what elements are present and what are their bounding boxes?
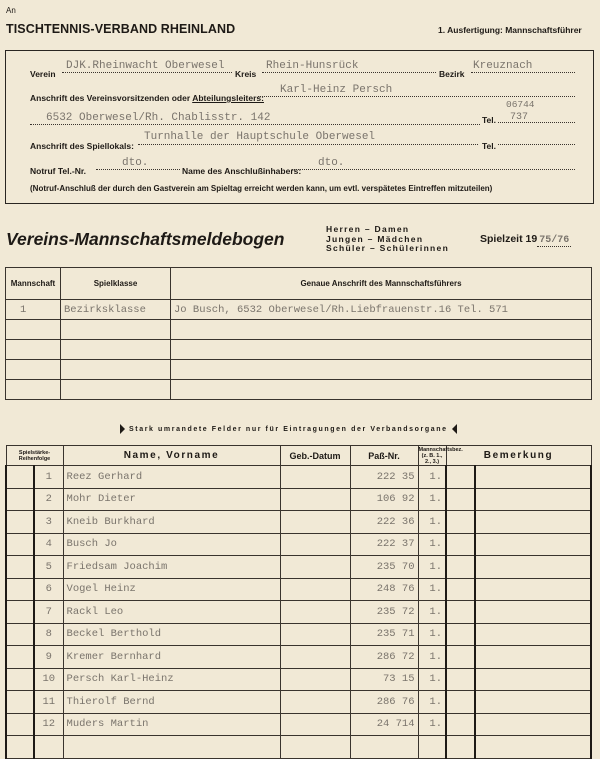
venue-field[interactable] xyxy=(138,133,478,145)
player-row xyxy=(6,578,591,601)
pass-number-cell[interactable]: 73 15 xyxy=(350,668,418,691)
rank-number-cell[interactable]: 9 xyxy=(34,646,63,669)
remark-cell[interactable] xyxy=(475,511,591,534)
team-row xyxy=(6,320,592,340)
verein-label: Verein xyxy=(30,69,56,79)
league-cell[interactable] xyxy=(61,360,171,380)
team-row xyxy=(6,360,592,380)
rank-number-cell[interactable]: 7 xyxy=(34,601,63,624)
bezirk-value: Kreuznach xyxy=(473,60,533,72)
team-table xyxy=(5,267,592,400)
official-check-cell[interactable] xyxy=(446,691,475,714)
birth-date-cell[interactable] xyxy=(280,646,350,669)
player-row xyxy=(6,556,591,579)
pass-number-cell[interactable]: 286 76 xyxy=(350,691,418,714)
team-designation-cell[interactable]: 1. xyxy=(418,601,446,624)
rank-number-cell[interactable]: 6 xyxy=(34,578,63,601)
player-row xyxy=(6,488,591,511)
category-line: Jungen – Mädchen xyxy=(326,233,424,244)
header-name: Name, Vorname xyxy=(63,446,280,466)
pass-number-cell[interactable]: 235 71 xyxy=(350,623,418,646)
header-spielklasse: Spielklasse xyxy=(61,268,171,300)
team-number-cell[interactable] xyxy=(6,320,61,340)
chair-tel-number: 737 xyxy=(510,112,529,123)
remark-cell[interactable] xyxy=(475,488,591,511)
birth-date-cell[interactable] xyxy=(280,466,350,489)
official-rank-cell[interactable] xyxy=(6,511,34,534)
team-table-header xyxy=(6,268,592,300)
player-name-cell[interactable]: Mohr Dieter xyxy=(63,488,280,511)
team-row xyxy=(6,340,592,360)
official-rank-cell[interactable] xyxy=(6,646,34,669)
captain-address-cell[interactable]: Jo Busch, 6532 Oberwesel/Rh.Liebfrauenstr.16 Tel. 571 xyxy=(171,300,592,320)
birth-date-cell[interactable] xyxy=(280,623,350,646)
birth-date-cell[interactable] xyxy=(280,488,350,511)
player-name-cell[interactable]: Busch Jo xyxy=(63,533,280,556)
player-row xyxy=(6,511,591,534)
player-name-cell[interactable]: Muders Martin xyxy=(63,713,280,736)
player-row xyxy=(6,533,591,556)
chair-label xyxy=(30,93,264,103)
player-row xyxy=(6,668,591,691)
team-designation-cell[interactable]: 1. xyxy=(418,533,446,556)
season xyxy=(480,233,571,246)
club-info-box xyxy=(5,50,594,204)
remark-cell[interactable] xyxy=(475,668,591,691)
kreis-value: Rhein-Hunsrück xyxy=(266,60,359,72)
form-title: Vereins-Mannschaftsmeldebogen xyxy=(6,229,285,249)
emergency-field[interactable] xyxy=(96,158,180,170)
venue-value: Turnhalle der Hauptschule Oberwesel xyxy=(144,131,376,143)
captain-address-cell[interactable] xyxy=(171,340,592,360)
player-row xyxy=(6,736,591,759)
team-number-cell[interactable] xyxy=(6,340,61,360)
player-name-cell[interactable]: Kremer Bernhard xyxy=(63,646,280,669)
verein-field[interactable] xyxy=(62,61,232,73)
player-name-cell[interactable]: Vogel Heinz xyxy=(63,578,280,601)
player-row xyxy=(6,646,591,669)
team-designation-cell[interactable]: 1. xyxy=(418,646,446,669)
venue-tel-label: Tel. xyxy=(482,141,497,151)
header-anschrift: Genaue Anschrift des Mannschaftsführers xyxy=(171,268,592,300)
header-team-line1: Mannschaftsbez. xyxy=(418,446,463,453)
pass-number-cell[interactable]: 248 76 xyxy=(350,578,418,601)
official-check-cell[interactable] xyxy=(446,646,475,669)
team-number-cell[interactable] xyxy=(6,360,61,380)
header-remark: Bemerkung xyxy=(446,446,591,466)
official-check-cell[interactable] xyxy=(446,511,475,534)
player-name-cell[interactable]: Friedsam Joachim xyxy=(63,556,280,579)
player-row xyxy=(6,601,591,624)
remark-cell[interactable] xyxy=(475,533,591,556)
header-pass: Paß-Nr. xyxy=(350,446,418,466)
official-rank-cell[interactable] xyxy=(6,601,34,624)
birth-date-cell[interactable] xyxy=(280,578,350,601)
player-name-cell[interactable]: Reez Gerhard xyxy=(63,466,280,489)
league-cell[interactable] xyxy=(61,380,171,400)
captain-address-cell[interactable] xyxy=(171,360,592,380)
team-designation-cell[interactable]: 1. xyxy=(418,713,446,736)
captain-address-cell[interactable] xyxy=(171,380,592,400)
official-check-cell[interactable] xyxy=(446,713,475,736)
holder-label: Name des Anschlußinhabers: xyxy=(182,166,302,176)
player-name-cell[interactable]: Thierolf Bernd xyxy=(63,691,280,714)
header-rank-line1: Spielstärke- xyxy=(18,449,51,456)
team-designation-cell[interactable]: 1. xyxy=(418,668,446,691)
rank-number-cell[interactable]: 12 xyxy=(34,713,63,736)
pass-number-cell[interactable]: 235 70 xyxy=(350,556,418,579)
player-row xyxy=(6,713,591,736)
league-cell[interactable]: Bezirksklasse xyxy=(61,300,171,320)
player-name-cell[interactable] xyxy=(63,736,280,759)
season-value[interactable]: 75/76 xyxy=(539,235,570,246)
kreis-label: Kreis xyxy=(235,69,257,79)
player-name-cell[interactable]: Persch Karl-Heinz xyxy=(63,668,280,691)
rank-number-cell[interactable]: 1 xyxy=(34,466,63,489)
chair-tel-field[interactable] xyxy=(498,111,575,123)
player-row xyxy=(6,623,591,646)
chair-tel-label: Tel. xyxy=(482,115,497,125)
emergency-note: (Notruf-Anschluß der durch den Gastverein am Spieltag erreicht werden kann, um evtl. verspätetes Eintreffen mitzuteilen) xyxy=(30,184,493,193)
captain-address-cell[interactable] xyxy=(171,320,592,340)
chair-address-field[interactable] xyxy=(30,107,480,125)
official-check-cell[interactable] xyxy=(446,556,475,579)
team-designation-cell[interactable]: 1. xyxy=(418,511,446,534)
holder-value: dto. xyxy=(318,157,345,169)
pass-number-cell[interactable] xyxy=(350,736,418,759)
header-team xyxy=(418,446,463,466)
official-check-cell[interactable] xyxy=(446,466,475,489)
rank-number-cell[interactable]: 3 xyxy=(34,511,63,534)
header-rank xyxy=(6,446,63,466)
official-check-cell[interactable] xyxy=(446,533,475,556)
team-designation-cell[interactable]: 1. xyxy=(418,466,446,489)
player-name-cell[interactable]: Rackl Leo xyxy=(63,601,280,624)
official-check-cell[interactable] xyxy=(446,623,475,646)
birth-date-cell[interactable] xyxy=(280,668,350,691)
remark-cell[interactable] xyxy=(475,466,591,489)
official-rank-cell[interactable] xyxy=(6,691,34,714)
team-designation-cell[interactable]: 1. xyxy=(418,578,446,601)
team-number-cell[interactable] xyxy=(6,380,61,400)
official-rank-cell[interactable] xyxy=(6,466,34,489)
emergency-label: Notruf Tel.-Nr. xyxy=(30,166,87,176)
official-rank-cell[interactable] xyxy=(6,488,34,511)
official-rank-cell[interactable] xyxy=(6,533,34,556)
rank-number-cell[interactable]: 4 xyxy=(34,533,63,556)
pass-number-cell[interactable]: 222 36 xyxy=(350,511,418,534)
official-check-cell[interactable] xyxy=(446,578,475,601)
holder-field[interactable] xyxy=(292,158,575,170)
birth-date-cell[interactable] xyxy=(280,736,350,759)
pass-number-cell[interactable]: 24 714 xyxy=(350,713,418,736)
birth-date-cell[interactable] xyxy=(280,556,350,579)
rank-number-cell[interactable]: 10 xyxy=(34,668,63,691)
notice-text: Stark umrandete Felder nur für Eintragungen der Verbandsorgane xyxy=(129,425,448,433)
notice xyxy=(120,424,457,434)
pass-number-cell[interactable]: 235 72 xyxy=(350,601,418,624)
official-rank-cell[interactable] xyxy=(6,578,34,601)
recipient-label: An xyxy=(6,6,16,15)
triangle-left-icon xyxy=(452,424,457,434)
official-rank-cell[interactable] xyxy=(6,668,34,691)
official-check-cell[interactable] xyxy=(446,668,475,691)
pass-number-cell[interactable]: 286 72 xyxy=(350,646,418,669)
remark-cell[interactable] xyxy=(475,691,591,714)
remark-cell[interactable] xyxy=(475,736,591,759)
team-designation-cell[interactable]: 1. xyxy=(418,623,446,646)
team-designation-cell[interactable]: 1. xyxy=(418,556,446,579)
player-row xyxy=(6,691,591,714)
remark-cell[interactable] xyxy=(475,601,591,624)
chair-address-value: 6532 Oberwesel/Rh. Chablisstr. 142 xyxy=(46,112,271,124)
birth-date-cell[interactable] xyxy=(280,533,350,556)
header-rank-line2: Reihenfolge xyxy=(18,455,51,462)
bezirk-field[interactable] xyxy=(471,61,575,73)
header-mannschaft: Mannschaft xyxy=(6,268,61,300)
chair-name-value: Karl-Heinz Persch xyxy=(280,84,393,96)
birth-date-cell[interactable] xyxy=(280,511,350,534)
player-table-header xyxy=(6,446,591,466)
remark-cell[interactable] xyxy=(475,623,591,646)
pass-number-cell[interactable]: 222 37 xyxy=(350,533,418,556)
bezirk-label: Bezirk xyxy=(439,69,465,79)
player-name-cell[interactable]: Beckel Berthold xyxy=(63,623,280,646)
official-check-cell[interactable] xyxy=(446,601,475,624)
team-designation-cell[interactable]: 1. xyxy=(418,488,446,511)
category-list xyxy=(326,225,449,254)
season-label: Spielzeit 19 xyxy=(480,233,538,245)
player-name-cell[interactable]: Kneib Burkhard xyxy=(63,511,280,534)
emergency-value: dto. xyxy=(122,157,149,169)
birth-date-cell[interactable] xyxy=(280,691,350,714)
kreis-field[interactable] xyxy=(262,61,436,73)
rank-number-cell[interactable]: 8 xyxy=(34,623,63,646)
triangle-right-icon xyxy=(120,424,125,434)
rank-number-cell[interactable]: 5 xyxy=(34,556,63,579)
category-line: Schüler – Schülerinnen xyxy=(326,243,450,253)
team-row xyxy=(6,380,592,400)
pass-number-cell[interactable]: 222 35 xyxy=(350,466,418,489)
chair-tel-area: 06744 xyxy=(506,99,535,110)
remark-cell[interactable] xyxy=(475,578,591,601)
venue-label: Anschrift des Spiellokals: xyxy=(30,141,134,151)
chair-label-underlined: Abteilungsleiters: xyxy=(192,93,264,103)
birth-date-cell[interactable] xyxy=(280,601,350,624)
official-rank-cell[interactable] xyxy=(6,556,34,579)
league-cell[interactable] xyxy=(61,320,171,340)
header-team-line2: (z. B. 1., 2., 3.) xyxy=(421,452,443,465)
rank-number-cell[interactable]: 11 xyxy=(34,691,63,714)
category-line: Herren – Damen xyxy=(326,224,410,234)
remark-cell[interactable] xyxy=(475,556,591,579)
copy-note: 1. Ausfertigung: Mannschaftsführer xyxy=(438,25,582,35)
team-row xyxy=(6,300,592,320)
header-birth: Geb.-Datum xyxy=(280,446,350,466)
remark-cell[interactable] xyxy=(475,646,591,669)
rank-number-cell[interactable] xyxy=(34,736,63,759)
official-check-cell[interactable] xyxy=(446,488,475,511)
league-cell[interactable] xyxy=(61,340,171,360)
venue-tel-field[interactable] xyxy=(498,133,575,145)
verein-value: DJK.Rheinwacht Oberwesel xyxy=(66,60,225,72)
organization-name: TISCHTENNIS-VERBAND RHEINLAND xyxy=(6,22,236,36)
pass-number-cell[interactable]: 106 92 xyxy=(350,488,418,511)
player-row xyxy=(6,466,591,489)
official-check-cell[interactable] xyxy=(446,736,475,759)
team-designation-cell[interactable]: 1. xyxy=(418,691,446,714)
official-rank-cell[interactable] xyxy=(6,623,34,646)
official-rank-cell[interactable] xyxy=(6,713,34,736)
player-table xyxy=(5,445,592,759)
official-rank-cell[interactable] xyxy=(6,736,34,759)
team-number-cell[interactable]: 1 xyxy=(6,300,61,320)
birth-date-cell[interactable] xyxy=(280,713,350,736)
remark-cell[interactable] xyxy=(475,713,591,736)
team-designation-cell[interactable] xyxy=(418,736,446,759)
chair-name-field[interactable] xyxy=(258,85,575,97)
chair-label-text: Anschrift des Vereinsvorsitzenden oder xyxy=(30,93,191,103)
rank-number-cell[interactable]: 2 xyxy=(34,488,63,511)
